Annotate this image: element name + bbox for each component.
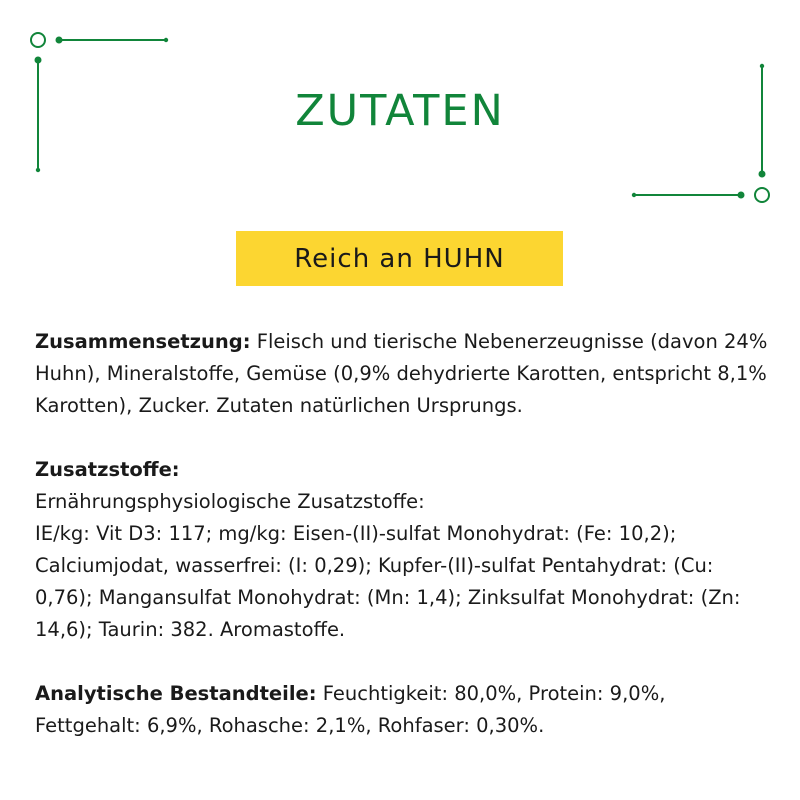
additives-text: IE/kg: Vit D3: 117; mg/kg: Eisen-(II)-sulfat Monohydrat: (Fe: 10,2); Calciumjodat, wasserfrei: (I: 0,29); Kupfer-(II)-sulfat Pentahydrat: (Cu: 0,76); Mangansulfat Monohydrat: (Mn: 1,4); Zinksulfat Monohydrat: (Zn: 14,6); Taurin: 382. Aromastoffe. [35,522,741,641]
analytical-label: Analytische Bestandteile: [35,682,317,705]
analytical-paragraph [35,678,775,742]
highlight-badge [236,231,563,286]
composition-text: Fleisch und tierische Nebenerzeugnisse (davon 24% Huhn), Mineralstoffe, Gemüse (0,9% dehydrierte Karotten, entspricht 8,1% Karotten), Zucker. Zutaten natürlichen Ursprungs. [35,330,768,417]
ingredients-content [35,326,775,774]
badge-label: Reich an HUHN [294,243,505,274]
page-title: ZUTATEN [295,86,505,136]
analytical-text: Feuchtigkeit: 80,0%, Protein: 9,0%, Fettgehalt: 6,9%, Rohasche: 2,1%, Rohfaser: 0,30%. [35,682,666,737]
composition-paragraph [35,326,775,422]
additives-label: Zusatzstoffe: [35,458,180,481]
additives-intro: Ernährungsphysiologische Zusatzstoffe: [35,490,425,513]
composition-label: Zusammensetzung: [35,330,251,353]
additives-paragraph [35,454,775,646]
